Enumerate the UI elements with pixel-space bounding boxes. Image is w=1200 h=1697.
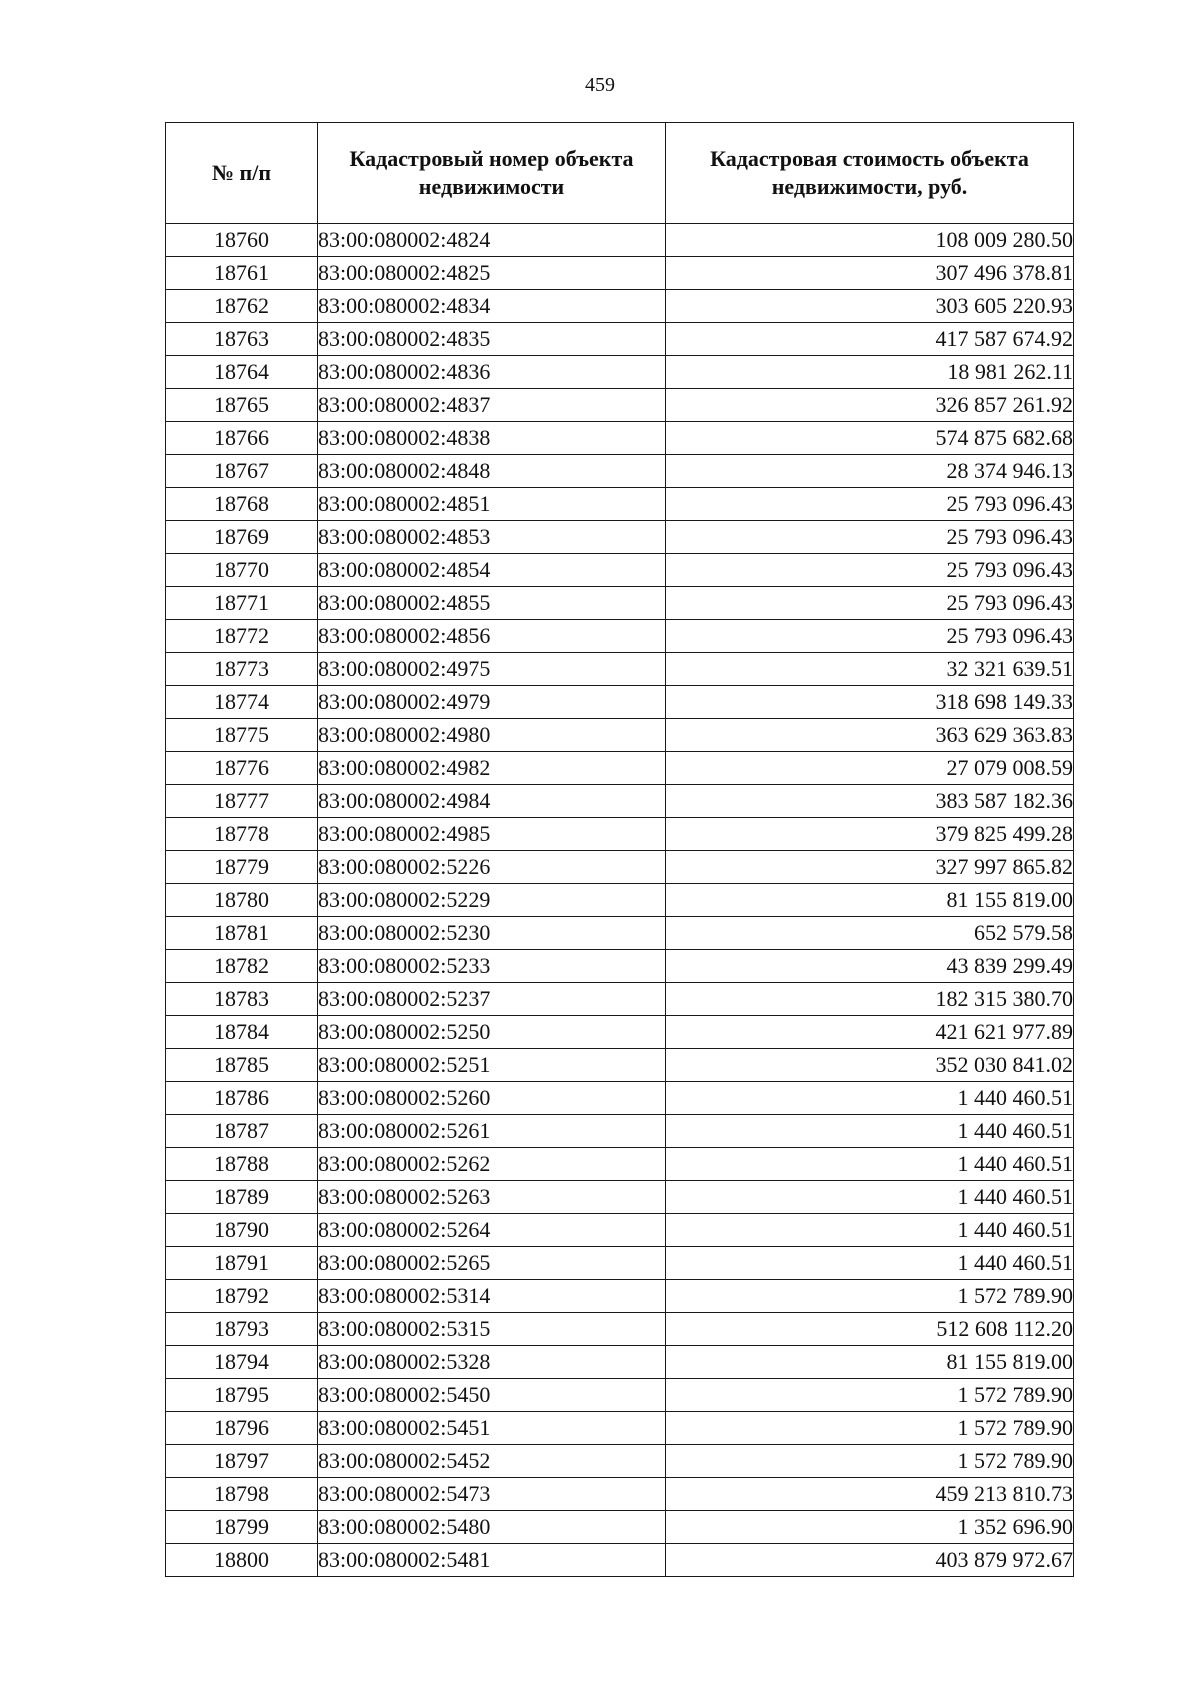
row-number-cell: 18792	[166, 1280, 318, 1313]
cadastral-number-cell: 83:00:080002:5229	[318, 884, 666, 917]
row-number-cell: 18763	[166, 323, 318, 356]
cadastral-number-cell: 83:00:080002:5451	[318, 1412, 666, 1445]
table-row	[166, 1082, 1074, 1115]
table-row	[166, 1181, 1074, 1214]
table-row	[166, 884, 1074, 917]
cadastral-value-cell: 379 825 499.28	[666, 818, 1074, 851]
cadastral-number-cell: 83:00:080002:4975	[318, 653, 666, 686]
table-row	[166, 653, 1074, 686]
cadastral-number-cell: 83:00:080002:4837	[318, 389, 666, 422]
cadastral-number-cell: 83:00:080002:4853	[318, 521, 666, 554]
cadastral-value-cell: 25 793 096.43	[666, 488, 1074, 521]
table-row	[166, 1280, 1074, 1313]
row-number-cell: 18772	[166, 620, 318, 653]
table-row	[166, 686, 1074, 719]
table-row	[166, 1445, 1074, 1478]
cadastral-number-cell: 83:00:080002:4856	[318, 620, 666, 653]
cadastral-value-cell: 417 587 674.92	[666, 323, 1074, 356]
table-row	[166, 752, 1074, 785]
table-row	[166, 290, 1074, 323]
cadastral-value-cell: 1 572 789.90	[666, 1280, 1074, 1313]
cadastral-value-cell: 1 572 789.90	[666, 1412, 1074, 1445]
row-number-cell: 18775	[166, 719, 318, 752]
row-number-cell: 18783	[166, 983, 318, 1016]
table-row	[166, 257, 1074, 290]
cadastral-number-cell: 83:00:080002:4854	[318, 554, 666, 587]
cadastral-number-cell: 83:00:080002:5450	[318, 1379, 666, 1412]
row-number-cell: 18785	[166, 1049, 318, 1082]
table-row	[166, 1346, 1074, 1379]
cadastral-number-cell: 83:00:080002:5233	[318, 950, 666, 983]
table-row	[166, 620, 1074, 653]
table-row	[166, 818, 1074, 851]
header-num: № п/п	[166, 123, 318, 224]
cadastral-value-cell: 1 572 789.90	[666, 1379, 1074, 1412]
table-row	[166, 1544, 1074, 1577]
row-number-cell: 18761	[166, 257, 318, 290]
cadastral-number-cell: 83:00:080002:5481	[318, 1544, 666, 1577]
cadastral-value-cell: 182 315 380.70	[666, 983, 1074, 1016]
row-number-cell: 18770	[166, 554, 318, 587]
cadastral-value-cell: 108 009 280.50	[666, 224, 1074, 257]
row-number-cell: 18788	[166, 1148, 318, 1181]
cadastral-value-cell: 25 793 096.43	[666, 620, 1074, 653]
table-row	[166, 554, 1074, 587]
table-row	[166, 488, 1074, 521]
row-number-cell: 18768	[166, 488, 318, 521]
cadastral-number-cell: 83:00:080002:5226	[318, 851, 666, 884]
row-number-cell: 18779	[166, 851, 318, 884]
cadastral-number-cell: 83:00:080002:4984	[318, 785, 666, 818]
cadastral-number-cell: 83:00:080002:4855	[318, 587, 666, 620]
cadastral-value-cell: 574 875 682.68	[666, 422, 1074, 455]
table-row	[166, 323, 1074, 356]
row-number-cell: 18781	[166, 917, 318, 950]
cadastral-value-cell: 25 793 096.43	[666, 587, 1074, 620]
table-row	[166, 1148, 1074, 1181]
cadastral-value-cell: 1 440 460.51	[666, 1082, 1074, 1115]
row-number-cell: 18797	[166, 1445, 318, 1478]
row-number-cell: 18764	[166, 356, 318, 389]
row-number-cell: 18795	[166, 1379, 318, 1412]
row-number-cell: 18774	[166, 686, 318, 719]
cadastral-number-cell: 83:00:080002:5261	[318, 1115, 666, 1148]
cadastral-value-cell: 318 698 149.33	[666, 686, 1074, 719]
cadastral-value-cell: 303 605 220.93	[666, 290, 1074, 323]
cadastral-number-cell: 83:00:080002:4979	[318, 686, 666, 719]
table-row	[166, 950, 1074, 983]
cadastral-number-cell: 83:00:080002:5250	[318, 1016, 666, 1049]
row-number-cell: 18791	[166, 1247, 318, 1280]
table-row	[166, 1379, 1074, 1412]
table-row	[166, 356, 1074, 389]
cadastral-value-cell: 25 793 096.43	[666, 521, 1074, 554]
table-row	[166, 1049, 1074, 1082]
cadastral-value-cell: 652 579.58	[666, 917, 1074, 950]
cadastral-value-cell: 363 629 363.83	[666, 719, 1074, 752]
cadastral-number-cell: 83:00:080002:4982	[318, 752, 666, 785]
table-row	[166, 1115, 1074, 1148]
row-number-cell: 18760	[166, 224, 318, 257]
cadastral-number-cell: 83:00:080002:5230	[318, 917, 666, 950]
cadastral-number-cell: 83:00:080002:5264	[318, 1214, 666, 1247]
row-number-cell: 18794	[166, 1346, 318, 1379]
cadastral-number-cell: 83:00:080002:4985	[318, 818, 666, 851]
row-number-cell: 18793	[166, 1313, 318, 1346]
cadastral-value-table	[165, 122, 1074, 1577]
cadastral-value-cell: 421 621 977.89	[666, 1016, 1074, 1049]
row-number-cell: 18800	[166, 1544, 318, 1577]
cadastral-value-cell: 1 572 789.90	[666, 1445, 1074, 1478]
row-number-cell: 18787	[166, 1115, 318, 1148]
cadastral-number-cell: 83:00:080002:4835	[318, 323, 666, 356]
table-row	[166, 1412, 1074, 1445]
cadastral-number-cell: 83:00:080002:5251	[318, 1049, 666, 1082]
cadastral-number-cell: 83:00:080002:4834	[318, 290, 666, 323]
cadastral-number-cell: 83:00:080002:5237	[318, 983, 666, 1016]
cadastral-number-cell: 83:00:080002:5452	[318, 1445, 666, 1478]
cadastral-value-cell: 1 440 460.51	[666, 1148, 1074, 1181]
table-body	[166, 224, 1074, 1577]
cadastral-number-cell: 83:00:080002:5260	[318, 1082, 666, 1115]
row-number-cell: 18782	[166, 950, 318, 983]
row-number-cell: 18790	[166, 1214, 318, 1247]
cadastral-value-cell: 28 374 946.13	[666, 455, 1074, 488]
cadastral-number-cell: 83:00:080002:4980	[318, 719, 666, 752]
cadastral-value-cell: 512 608 112.20	[666, 1313, 1074, 1346]
cadastral-value-cell: 27 079 008.59	[666, 752, 1074, 785]
cadastral-value-cell: 1 440 460.51	[666, 1214, 1074, 1247]
cadastral-value-cell: 81 155 819.00	[666, 884, 1074, 917]
row-number-cell: 18769	[166, 521, 318, 554]
table-header-row	[166, 123, 1074, 224]
table-row	[166, 983, 1074, 1016]
cadastral-number-cell: 83:00:080002:4851	[318, 488, 666, 521]
cadastral-value-cell: 1 352 696.90	[666, 1511, 1074, 1544]
cadastral-number-cell: 83:00:080002:5328	[318, 1346, 666, 1379]
cadastral-value-cell: 18 981 262.11	[666, 356, 1074, 389]
cadastral-number-cell: 83:00:080002:4825	[318, 257, 666, 290]
table-row	[166, 1247, 1074, 1280]
table-row	[166, 389, 1074, 422]
cadastral-number-cell: 83:00:080002:4836	[318, 356, 666, 389]
table-row	[166, 521, 1074, 554]
table-row	[166, 224, 1074, 257]
page-number: 459	[585, 74, 615, 96]
cadastral-number-cell: 83:00:080002:4838	[318, 422, 666, 455]
cadastral-value-cell: 32 321 639.51	[666, 653, 1074, 686]
row-number-cell: 18765	[166, 389, 318, 422]
row-number-cell: 18777	[166, 785, 318, 818]
cadastral-value-cell: 43 839 299.49	[666, 950, 1074, 983]
cadastral-number-cell: 83:00:080002:5315	[318, 1313, 666, 1346]
table-row	[166, 587, 1074, 620]
cadastral-value-cell: 25 793 096.43	[666, 554, 1074, 587]
cadastral-number-cell: 83:00:080002:5480	[318, 1511, 666, 1544]
table-row	[166, 1313, 1074, 1346]
cadastral-value-cell: 81 155 819.00	[666, 1346, 1074, 1379]
table-row	[166, 917, 1074, 950]
cadastral-value-cell: 1 440 460.51	[666, 1247, 1074, 1280]
row-number-cell: 18786	[166, 1082, 318, 1115]
table-row	[166, 1511, 1074, 1544]
cadastral-value-cell: 403 879 972.67	[666, 1544, 1074, 1577]
row-number-cell: 18778	[166, 818, 318, 851]
header-cadastral-value: Кадастровая стоимость объекта недвижимости, руб.	[666, 123, 1074, 224]
row-number-cell: 18776	[166, 752, 318, 785]
cadastral-value-cell: 383 587 182.36	[666, 785, 1074, 818]
table-row	[166, 1016, 1074, 1049]
cadastral-value-cell: 352 030 841.02	[666, 1049, 1074, 1082]
table-row	[166, 1478, 1074, 1511]
row-number-cell: 18798	[166, 1478, 318, 1511]
cadastral-value-cell: 326 857 261.92	[666, 389, 1074, 422]
cadastral-value-cell: 307 496 378.81	[666, 257, 1074, 290]
row-number-cell: 18799	[166, 1511, 318, 1544]
table-row	[166, 719, 1074, 752]
table-row	[166, 455, 1074, 488]
cadastral-number-cell: 83:00:080002:4824	[318, 224, 666, 257]
cadastral-value-cell: 327 997 865.82	[666, 851, 1074, 884]
row-number-cell: 18762	[166, 290, 318, 323]
row-number-cell: 18771	[166, 587, 318, 620]
table-row	[166, 1214, 1074, 1247]
row-number-cell: 18773	[166, 653, 318, 686]
cadastral-number-cell: 83:00:080002:5265	[318, 1247, 666, 1280]
cadastral-number-cell: 83:00:080002:5314	[318, 1280, 666, 1313]
header-cadastral-number: Кадастровый номер объекта недвижимости	[318, 123, 666, 224]
cadastral-value-cell: 459 213 810.73	[666, 1478, 1074, 1511]
cadastral-value-cell: 1 440 460.51	[666, 1181, 1074, 1214]
row-number-cell: 18796	[166, 1412, 318, 1445]
row-number-cell: 18789	[166, 1181, 318, 1214]
table-row	[166, 851, 1074, 884]
table-row	[166, 785, 1074, 818]
table-row	[166, 422, 1074, 455]
cadastral-value-cell: 1 440 460.51	[666, 1115, 1074, 1148]
row-number-cell: 18766	[166, 422, 318, 455]
row-number-cell: 18767	[166, 455, 318, 488]
row-number-cell: 18784	[166, 1016, 318, 1049]
cadastral-number-cell: 83:00:080002:5262	[318, 1148, 666, 1181]
cadastral-number-cell: 83:00:080002:5263	[318, 1181, 666, 1214]
cadastral-number-cell: 83:00:080002:4848	[318, 455, 666, 488]
cadastral-number-cell: 83:00:080002:5473	[318, 1478, 666, 1511]
row-number-cell: 18780	[166, 884, 318, 917]
